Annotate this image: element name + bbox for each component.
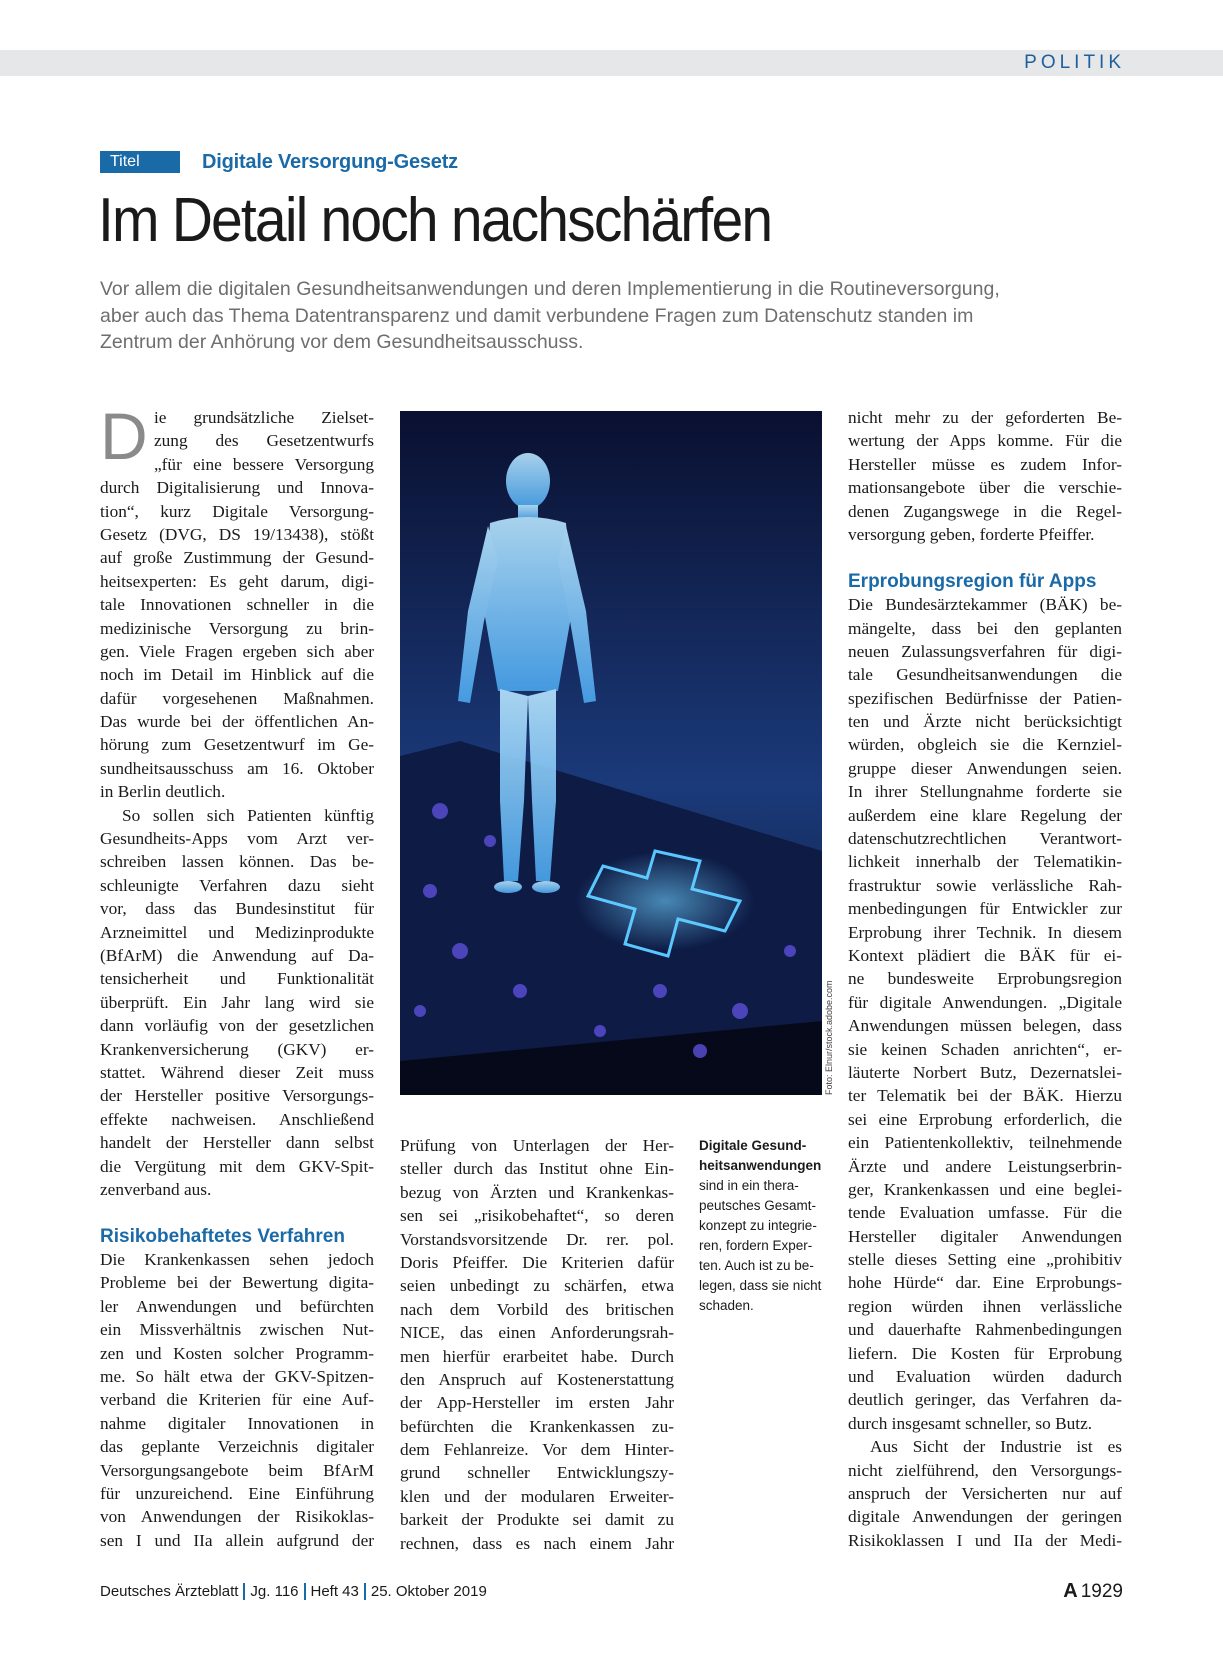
text-line: nicht zielführend, den Versorgungs- <box>848 1460 1122 1480</box>
text-line: ten und Ärzte nicht berücksichtigt <box>848 712 1122 732</box>
text-line: dann vorläufig von der gesetzlichen <box>100 1016 374 1036</box>
text-line: sen I und IIa allein aufgrund der <box>100 1530 374 1550</box>
footer <box>100 1583 487 1600</box>
text-line: klen und der modularen Erweiter- <box>400 1486 674 1506</box>
text-line: men hierfür erarbeitet habe. Durch <box>400 1346 674 1366</box>
paragraph <box>100 804 374 1202</box>
column-3 <box>848 406 1122 1552</box>
text-line: überprüft. Ein Jahr lang wird sie <box>100 992 374 1012</box>
text-line: dafür vorgesehenen Maßnahmen. <box>100 688 374 708</box>
text-line: von Anwendungen der Risikoklas- <box>100 1507 374 1527</box>
text-line: gen. Viele Fragen ergeben sich aber <box>100 641 374 661</box>
text-line: spezifischen Bedürfnisse der Patien- <box>848 688 1122 708</box>
text-line: ler Anwendungen und befürchten <box>100 1296 374 1316</box>
text-line: heitsexperten: Es geht darum, digi- <box>100 571 374 591</box>
issue: Heft 43 <box>310 1583 359 1600</box>
text-line: zenverband aus. <box>100 1179 212 1199</box>
caption-line: konzept zu integrie- <box>699 1218 817 1233</box>
text-line: tensicherheit und Funktionalität <box>100 969 374 989</box>
caption-line: sind in ein thera- <box>699 1178 799 1193</box>
text-line: außerdem eine klare Regelung der <box>848 805 1122 825</box>
text-line: zen und Kosten solcher Programm- <box>100 1343 374 1363</box>
paragraph <box>400 1134 674 1555</box>
text-line: anspruch der Versicherten nur auf <box>848 1483 1122 1503</box>
kicker <box>100 151 458 173</box>
text-line: Gesetz (DVG, DS 19/13438), stößt <box>100 524 374 544</box>
text-line: versorgung geben, forderte Pfeiffer. <box>848 524 1095 544</box>
text-line: Gesundheits-Apps vom Arzt ver- <box>100 829 374 849</box>
text-line: steller durch das Institut ohne Ein- <box>400 1159 674 1179</box>
column-1 <box>100 399 374 1552</box>
lead-line: aber auch das Thema Datentransparenz und damit verbundene Fragen zum Datenschutz standen im <box>100 304 974 327</box>
hologram-illustration <box>400 411 822 1095</box>
text-line: den Anspruch auf Kostenerstattung <box>400 1369 674 1389</box>
text-line: ie grundsätzliche Zielset- <box>154 408 374 427</box>
topic-label: Digitale Versorgung-Gesetz <box>202 150 458 173</box>
text-line: die Vergütung mit dem GKV-Spit- <box>100 1156 374 1176</box>
text-line: ger, Krankenkassen und eine beglei- <box>848 1179 1122 1199</box>
paragraph <box>848 1435 1122 1552</box>
caption-line: Digitale Gesund- <box>699 1138 807 1153</box>
section-label: POLITIK <box>1024 52 1125 73</box>
text-line: Aus Sicht der Industrie ist es <box>870 1437 1122 1457</box>
text-line: schreiben lassen können. Das be- <box>100 852 374 872</box>
lead-line: Vor allem die digitalen Gesundheitsanwendungen und deren Implementierung in die Routineversorgung, <box>100 278 1000 300</box>
text-line: noch im Detail im Hinblick auf die <box>100 665 374 685</box>
text-line: ein Patientenkollektiv, teilnehmende <box>848 1133 1122 1153</box>
text-line: stattet. Während dieser Zeit muss <box>100 1062 374 1082</box>
text-line: digitale Anwendungen der geringen <box>848 1507 1122 1527</box>
text-line: deutlich geringer, das Verfahren da- <box>848 1390 1122 1410</box>
text-line: Die Krankenkassen sehen jedoch <box>100 1250 374 1270</box>
text-line: sei eine Erprobung erforderlich, die <box>848 1109 1122 1129</box>
paragraph <box>100 476 374 803</box>
text-line: medizinische Versorgung zu brin- <box>100 618 374 638</box>
text-line: der Hersteller positive Versorgungs- <box>100 1086 374 1106</box>
text-line: Versorgungsangebote beim BfArM <box>100 1460 374 1480</box>
text-line: me. So hält etwa der GKV-Spitzen- <box>100 1367 374 1387</box>
text-line: hohe Hürde“ dar. Eine Erprobungs- <box>848 1273 1122 1293</box>
figure-caption <box>699 1136 831 1316</box>
lead-paragraph <box>100 276 1040 356</box>
text-line: mängelte, dass bei den geplanten <box>848 618 1122 638</box>
text-line: seien unbedingt zu schärfen, etwa <box>400 1276 674 1296</box>
paragraph <box>848 593 1122 1435</box>
text-line: läuterte Norbert Butz, Dezernatslei- <box>848 1062 1122 1082</box>
text-line: Hersteller digitaler Anwendungen <box>848 1226 1122 1246</box>
headline: Im Detail noch nachschärfen <box>98 186 772 255</box>
text-line: schleunigte Verfahren dazu sieht <box>100 875 374 895</box>
issue-date: 25. Oktober 2019 <box>370 1583 487 1600</box>
text-line: (BfArM) die Anwendung auf Da- <box>100 945 374 965</box>
text-line: für digitale Anwendungen. „Digitale <box>848 992 1122 1012</box>
text-line: sie keinen Schaden anrichten“, er- <box>848 1039 1122 1059</box>
text-line: in Berlin deutlich. <box>100 782 226 802</box>
text-line: tende Evaluation umfasse. Für die <box>848 1203 1122 1223</box>
text-line: Die Bundesärztekammer (BÄK) be- <box>848 595 1122 615</box>
text-line: befürchten die Krankenkassen zu- <box>400 1416 674 1436</box>
text-line: auf große Zustimmung der Gesund- <box>100 548 374 568</box>
text-line: Anwendungen müssen belegen, dass <box>848 1016 1122 1036</box>
text-line: für unzureichend. Eine Einführung <box>100 1483 374 1503</box>
text-line: stelle dieses Setting eine „prohibitiv <box>848 1250 1122 1270</box>
text-line: gruppe dieser Anwendungen seien. <box>848 758 1122 778</box>
category-badge: Titel <box>100 151 180 173</box>
text-line: nach dem Vorbild des britischen <box>400 1299 674 1319</box>
text-line: ter Telematik bei der BÄK. Hierzu <box>848 1086 1122 1106</box>
text-line: sundheitsausschuss am 16. Oktober <box>100 758 374 778</box>
text-line: grund schneller Entwicklungszy- <box>400 1463 674 1483</box>
text-line: rechnen, dass es nach einem Jahr <box>400 1533 674 1553</box>
text-line: hörung zum Gesetzentwurf im Ge- <box>100 735 374 755</box>
text-line: würden, obgleich sie die Kernziel- <box>848 735 1122 755</box>
text-line: tion“, kurz Digitale Versorgung- <box>100 501 374 521</box>
text-line: denen Zugangswege in die Regel- <box>848 501 1122 521</box>
text-line: sen sei „risikobehaftet“, so deren <box>400 1206 674 1226</box>
text-line: ein Missverhältnis zwischen Nut- <box>100 1320 374 1340</box>
text-line: Erprobung ihrer Technik. In diesem <box>848 922 1122 942</box>
text-line: nicht mehr zu der geforderten Be- <box>848 408 1122 427</box>
caption-line: ren, fordern Exper- <box>699 1238 813 1253</box>
text-line: Vorstandsvorsitzende Dr. rer. pol. <box>400 1229 674 1249</box>
text-line: In ihrer Stellungnahme forderte sie <box>848 782 1122 802</box>
text-line: Risikoklassen I und IIa der Medi- <box>848 1530 1122 1550</box>
text-line: Doris Pfeiffer. Die Kriterien dafür <box>400 1252 674 1272</box>
text-line: verband die Kriterien für eine Auf- <box>100 1390 374 1410</box>
text-line: mationsangebote über die verschie- <box>848 478 1122 498</box>
dropcap-block <box>100 399 374 476</box>
text-line: lichkeit innerhalb der Telematikin- <box>848 852 1122 872</box>
text-line: Prüfung von Unterlagen der Her- <box>400 1136 674 1155</box>
paragraph <box>848 406 1122 546</box>
text-line: Kontext plädiert die BÄK für ei- <box>848 945 1122 965</box>
volume: Jg. 116 <box>250 1583 299 1600</box>
journal-name: Deutsches Ärzteblatt <box>100 1583 239 1600</box>
text-line: durch insgesamt schneller, so Butz. <box>848 1413 1093 1433</box>
text-line: Hersteller müsse es zudem Infor- <box>848 454 1122 474</box>
text-line: vor, dass das Bundesinstitut für <box>100 899 374 919</box>
text-line: liefern. Die Kosten für Erprobung <box>848 1343 1122 1363</box>
text-line: region würden ihnen verlässliche <box>848 1296 1122 1316</box>
text-line: „für eine bessere Versorgung <box>154 454 374 474</box>
text-line: nahme digitaler Innovationen in <box>100 1413 374 1433</box>
text-line: Arzneimittel und Medizinprodukte <box>100 922 374 942</box>
page-number: A 1929 <box>1063 1580 1123 1602</box>
caption-line: heitsanwendungen <box>699 1158 822 1173</box>
text-line: neuen Zulassungsverfahren für digi- <box>848 641 1122 661</box>
paragraph <box>100 1248 374 1552</box>
text-line: dem Fehlanreize. Vor dem Hinter- <box>400 1440 674 1460</box>
caption-line: schaden. <box>699 1298 754 1313</box>
text-line: So sollen sich Patienten künftig <box>122 805 374 825</box>
text-line: tale Innovationen schneller in die <box>100 595 374 615</box>
text-line: und Evaluation würden dadurch <box>848 1367 1122 1387</box>
text-line: Krankenversicherung (GKV) er- <box>100 1039 374 1059</box>
text-line: Ärzte und andere Leistungserbrin- <box>848 1156 1122 1176</box>
drop-cap: D <box>100 399 148 473</box>
subheading: Erprobungsregion für Apps <box>848 570 1097 592</box>
column-2 <box>400 1134 674 1555</box>
text-line: effekte nachweisen. Anschließend <box>100 1109 374 1129</box>
text-line: das geplante Verzeichnis digitaler <box>100 1437 374 1457</box>
text-line: ne bundesweite Erprobungsregion <box>848 969 1122 989</box>
text-line: bezug von Ärzten und Krankenkas- <box>400 1182 674 1202</box>
text-line: Probleme bei der Bewertung digita- <box>100 1273 374 1293</box>
text-line: barkeit der Produkte sei damit zu <box>400 1510 674 1530</box>
text-line: NICE, das einen Anforderungsrah- <box>400 1323 674 1343</box>
text-line: handelt der Hersteller dann selbst <box>100 1133 374 1153</box>
article-photo <box>400 411 822 1095</box>
caption-line: legen, dass sie nicht <box>699 1278 822 1293</box>
caption-line: ten. Auch ist zu be- <box>699 1258 814 1273</box>
lead-line: Zentrum der Anhörung vor dem Gesundheitsausschuss. <box>100 331 584 353</box>
subheading: Risikobehaftetes Verfahren <box>100 1225 345 1247</box>
caption-line: peutsches Gesamt- <box>699 1198 817 1213</box>
text-line: zung des Gesetzentwurfs <box>154 431 374 451</box>
text-line: datenschutzrechtlichen Verantwort- <box>848 829 1122 849</box>
text-line: tale Gesundheitsanwendungen die <box>848 665 1122 685</box>
text-line: wertung der Apps komme. Für die <box>848 431 1122 451</box>
text-line: Das wurde bei der öffentlichen An- <box>100 712 374 732</box>
text-line: menbedingungen für Entwickler zur <box>848 899 1122 919</box>
text-line: durch Digitalisierung und Innova- <box>100 478 374 498</box>
photo-credit: Foto: Elnur/stock.adobe.com <box>824 980 834 1095</box>
text-line: und dauerhafte Rahmenbedingungen <box>848 1320 1122 1340</box>
text-line: frastruktur sowie verlässliche Rah- <box>848 875 1122 895</box>
text-line: der App-Hersteller im ersten Jahr <box>400 1393 674 1413</box>
